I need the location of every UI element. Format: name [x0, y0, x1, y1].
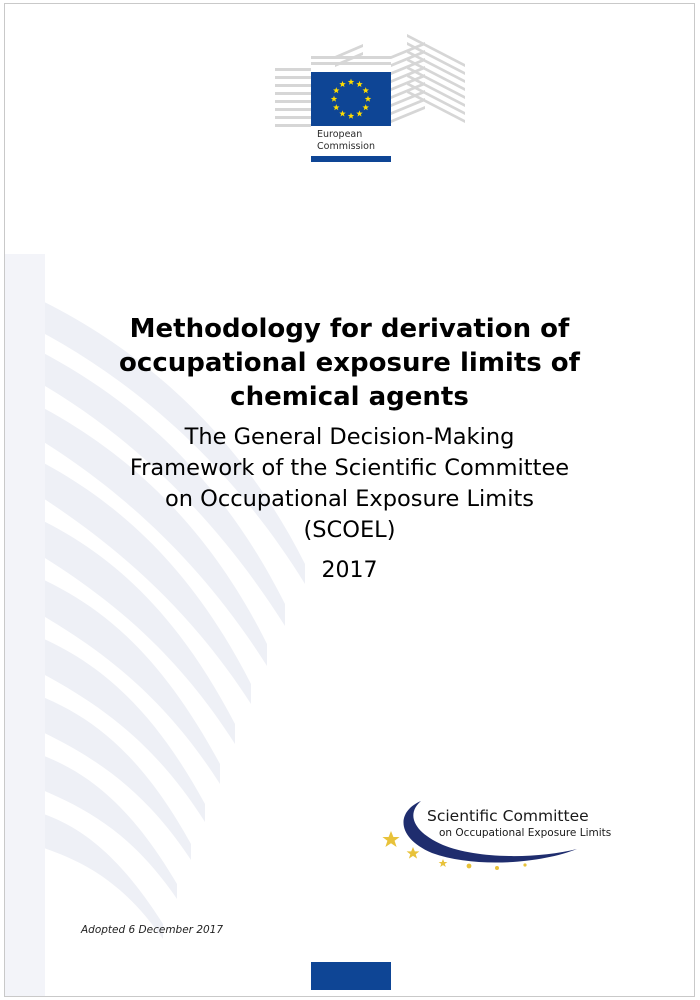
title-line3: chemical agents	[230, 382, 469, 412]
title-line1: Methodology for derivation of	[129, 314, 570, 344]
adopted-date: Adopted 6 December 2017	[81, 924, 224, 936]
eu-stars-icon	[311, 72, 391, 126]
scoel-logo	[377, 797, 637, 877]
eu-star-icon	[356, 110, 362, 116]
subtitle-line4: (SCOEL)	[303, 517, 396, 543]
scoel-subtitle: on Occupational Exposure Limits	[439, 827, 612, 839]
eu-star-icon	[348, 79, 354, 85]
eu-star-icon	[365, 96, 371, 102]
subtitle-line1: The General Decision-Making	[184, 424, 515, 450]
publication-year: 2017	[321, 558, 378, 583]
eu-star-icon	[348, 113, 354, 119]
subtitle-line3: on Occupational Exposure Limits	[164, 486, 535, 512]
eu-star-icon	[333, 104, 339, 110]
eu-star-icon	[339, 81, 345, 87]
eu-star-icon	[356, 81, 362, 87]
document-cover	[4, 3, 695, 997]
eu-star-icon	[339, 110, 345, 116]
subtitle-line2: Framework of the Scientific Committee	[129, 455, 570, 481]
logo-text-line2: Commission	[317, 141, 375, 152]
eu-star-icon	[333, 87, 339, 93]
eu-star-icon	[362, 87, 368, 93]
title-line2: occupational exposure limits of	[119, 348, 580, 378]
footer-blue-bar	[311, 962, 391, 990]
european-commission-logo	[275, 34, 465, 169]
scoel-name: Scientific Committee	[427, 807, 589, 825]
title-block	[5, 312, 694, 586]
logo-underline-bar	[311, 156, 391, 162]
eu-flag-icon	[311, 72, 391, 126]
eu-star-icon	[362, 104, 368, 110]
logo-text	[317, 129, 375, 153]
eu-star-icon	[331, 96, 337, 102]
document-title	[5, 312, 694, 414]
document-subtitle	[5, 422, 694, 546]
logo-text-line1: European	[317, 129, 363, 140]
